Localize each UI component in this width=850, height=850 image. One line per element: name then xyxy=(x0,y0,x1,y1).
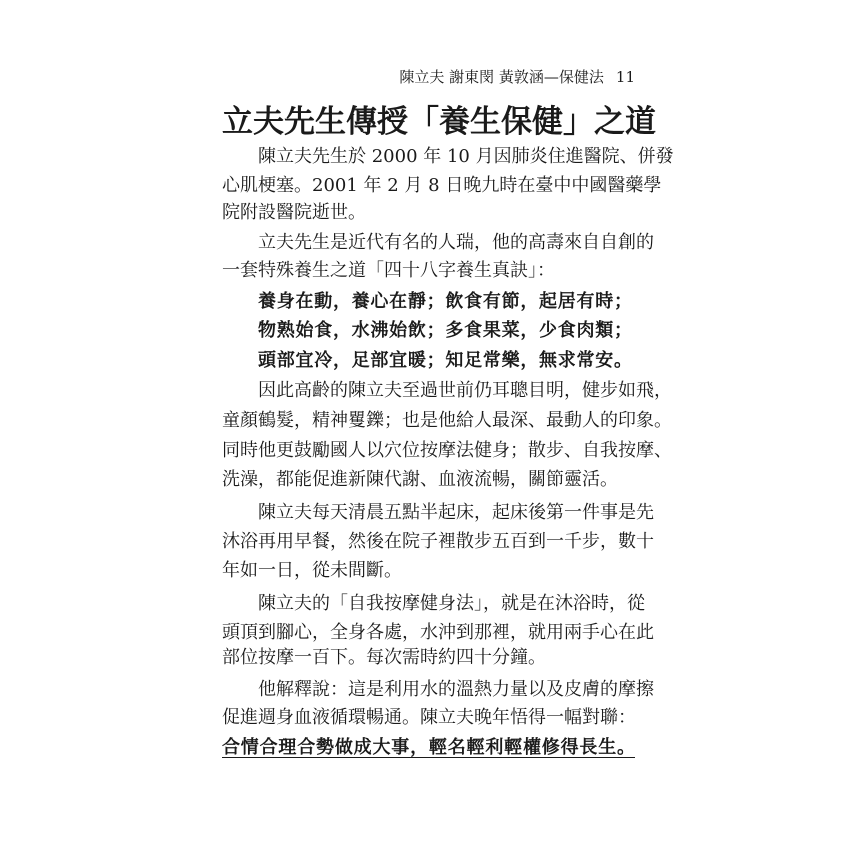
text-line: 陳立夫先生於 2000 年 10 月因肺炎住進醫院、併發 xyxy=(258,146,674,167)
running-title: 陳立夫 謝東閔 黃敦涵—保健法 xyxy=(399,68,604,86)
text-line: 童顏鶴髮，精神矍鑠；也是他給人最深、最動人的印象。 xyxy=(222,410,672,431)
article-title: 立夫先生傳授「養生保健」之道 xyxy=(222,104,656,140)
text-line: 一套特殊養生之道「四十八字養生真訣」： xyxy=(222,260,555,281)
running-header xyxy=(380,66,635,87)
text-line: 沐浴再用早餐，然後在院子裡散步五百到一千步，數十 xyxy=(222,531,654,552)
text-line: 陳立夫每天清晨五點半起床，起床後第一件事是先 xyxy=(258,502,654,523)
text-line: 洗澡，都能促進新陳代謝、血液流暢，關節靈活。 xyxy=(222,469,618,490)
text-line: 院附設醫院逝世。 xyxy=(222,202,366,223)
text-line: 年如一日，從未間斷。 xyxy=(222,560,402,581)
page-number: 11 xyxy=(615,68,635,86)
poem-line: 養身在動，養心在靜；飲食有節，起居有時； xyxy=(258,291,632,312)
text-line: 部位按摩一百下。每次需時約四十分鐘。 xyxy=(222,647,546,668)
poem-line: 頭部宜冷，足部宜暖；知足常樂，無求常安。 xyxy=(258,350,632,371)
text-line: 因此高齡的陳立夫至過世前仍耳聰目明，健步如飛， xyxy=(258,380,672,401)
couplet-underlined: 合情合理合勢做成大事，輕名輕利輕權修得長生。 xyxy=(222,737,635,758)
text-line: 他解釋說：這是利用水的溫熱力量以及皮膚的摩擦 xyxy=(258,679,654,700)
text-line: 促進週身血液循環暢通。陳立夫晚年悟得一幅對聯： xyxy=(222,707,636,728)
text-line: 陳立夫的「自我按摩健身法」，就是在沐浴時，從 xyxy=(258,593,645,614)
text-line: 頭頂到腳心，全身各處，水沖到那裡，就用兩手心在此 xyxy=(222,622,654,643)
text-line: 心肌梗塞。2001 年 2 月 8 日晚九時在臺中中國醫藥學 xyxy=(222,175,662,196)
text-line: 立夫先生是近代有名的人瑞，他的高壽來自自創的 xyxy=(258,232,654,253)
text-line: 同時他更鼓勵國人以穴位按摩法健身；散步、自我按摩、 xyxy=(222,440,672,461)
poem-line: 物熟始食，水沸始飲；多食果菜，少食肉類； xyxy=(258,320,632,341)
